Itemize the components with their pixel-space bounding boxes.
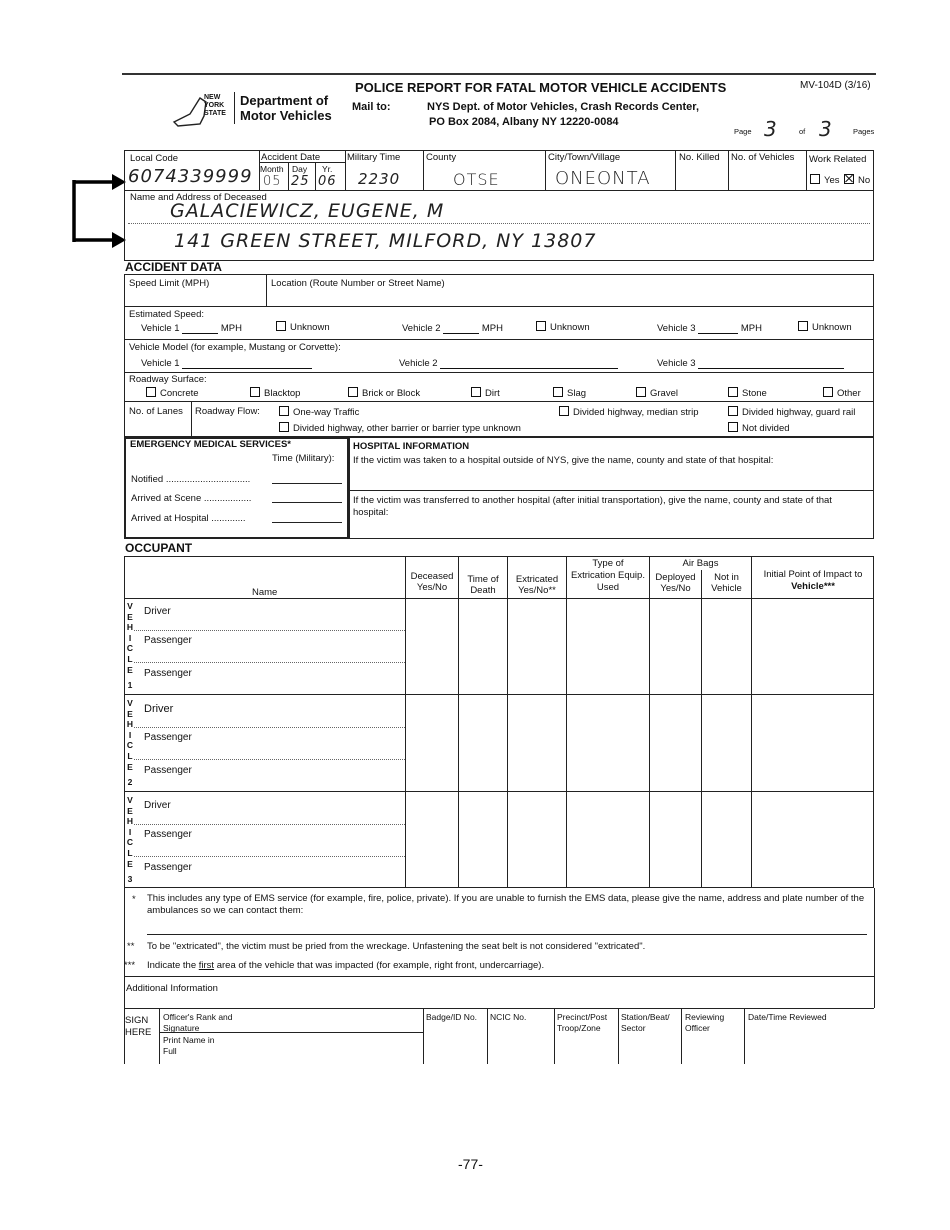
model-vehicle2: Vehicle 2 xyxy=(399,358,618,369)
city-value[interactable]: ONEONTA xyxy=(555,168,651,189)
col-time-death: Time of Death xyxy=(467,574,499,596)
station-label: Station/Beat/ Sector xyxy=(621,1012,670,1033)
surface-gravel[interactable]: Gravel xyxy=(636,387,678,399)
form-number: MV-104D (3/16) xyxy=(800,80,871,91)
precinct-label: Precinct/Post Troop/Zone xyxy=(557,1012,608,1033)
page-value: 3 xyxy=(764,117,778,141)
page-label: Page xyxy=(734,127,752,136)
flow-divided-guard[interactable]: Divided highway, guard rail xyxy=(728,406,855,418)
est-speed-vehicle3: Vehicle 3 MPH xyxy=(657,323,762,334)
accident-date-label: Accident Date xyxy=(261,152,321,163)
hospital-text2: If the victim was transferred to another hospital (after initial transportation), give the name, county and state of that hospital: xyxy=(353,495,832,518)
work-related-label: Work Related xyxy=(809,154,867,165)
footnote2-star: ** xyxy=(127,941,135,952)
ems-arrived-hospital: Arrived at Hospital ............. xyxy=(131,513,246,524)
of-label: of xyxy=(799,127,806,136)
surface-concrete[interactable]: Concrete xyxy=(146,387,199,399)
vehicle-letter: 1 xyxy=(127,680,133,691)
col-impact: Initial Point of Impact to Vehicle*** xyxy=(763,569,863,592)
ems-time-label: Time (Military): xyxy=(272,453,335,464)
passenger-label-vehicle-2: Passenger xyxy=(144,765,192,776)
ems-notified: Notified ................................ xyxy=(131,474,251,485)
logo-new: NEW xyxy=(204,94,221,101)
logo-state: STATE xyxy=(204,110,226,117)
passenger-label-vehicle-3: Passenger xyxy=(144,829,192,840)
hospital-title: HOSPITAL INFORMATION xyxy=(353,441,470,452)
vehicle-letter: E xyxy=(127,858,133,869)
surface-slag[interactable]: Slag xyxy=(553,387,586,399)
occupant-title: OCCUPANT xyxy=(125,541,193,555)
passenger-label-vehicle-3: Passenger xyxy=(144,862,192,873)
local-code-value[interactable]: 6074339999 xyxy=(128,166,253,187)
county-value[interactable]: OTSE xyxy=(453,170,500,189)
col-name: Name xyxy=(252,587,278,598)
col-deployed: Deployed Yes/No xyxy=(655,572,696,594)
vehicle-letter: E xyxy=(127,761,133,772)
yr-value[interactable]: 06 xyxy=(318,174,337,189)
work-related-yes[interactable]: Yes xyxy=(810,174,840,186)
print-name-label: Print Name in Full xyxy=(163,1035,215,1056)
model-vehicle1: Vehicle 1 xyxy=(141,358,312,369)
flow-divided-median[interactable]: Divided highway, median strip xyxy=(559,406,699,418)
vehicle-letter: H xyxy=(126,622,134,633)
no-of-lanes-label: No. of Lanes xyxy=(129,406,183,417)
city-label: City/Town/Village xyxy=(548,152,621,163)
surface-other[interactable]: Other xyxy=(823,387,861,399)
roadway-surface-label: Roadway Surface: xyxy=(129,374,207,385)
vehicle-letter: C xyxy=(126,837,134,848)
vehicle-letter: H xyxy=(126,719,134,730)
additional-info-label: Additional Information xyxy=(126,983,218,994)
driver-label-vehicle-1: Driver xyxy=(144,606,171,617)
location-label: Location (Route Number or Street Name) xyxy=(271,278,445,289)
vehicle-letter: L xyxy=(127,751,133,761)
date-reviewed-label: Date/Time Reviewed xyxy=(748,1012,827,1022)
vehicle-letter: V xyxy=(127,601,133,611)
deceased-name[interactable]: GALACIEWICZ, EUGENE, M xyxy=(170,200,445,222)
yr-label: Yr. xyxy=(322,164,333,174)
ncic-label: NCIC No. xyxy=(490,1012,527,1022)
footnote1-line[interactable] xyxy=(147,934,867,935)
flow-divided-other[interactable]: Divided highway, other barrier or barrier type unknown xyxy=(279,422,521,434)
vehicle-letter: H xyxy=(126,816,134,827)
surface-brick[interactable]: Brick or Block xyxy=(348,387,420,399)
name-address-label: Name and Address of Deceased xyxy=(130,192,267,203)
vehicle-letter: V xyxy=(127,795,133,805)
mail-line2: PO Box 2084, Albany NY 12220-0084 xyxy=(429,116,619,128)
logo-york: YORK xyxy=(204,102,225,109)
flow-not-divided[interactable]: Not divided xyxy=(728,422,790,434)
est-speed-vehicle2: Vehicle 2 MPH xyxy=(402,323,503,334)
driver-label-vehicle-3: Driver xyxy=(144,800,171,811)
est-speed-v3-unknown[interactable]: Unknown xyxy=(798,321,852,333)
ems-title: EMERGENCY MEDICAL SERVICES* xyxy=(130,439,292,450)
no-vehicles-label: No. of Vehicles xyxy=(731,152,795,163)
footnote1-star: * xyxy=(132,894,136,905)
col-extrication-type: Type of Extrication Equip. Used xyxy=(571,558,645,593)
vehicle-letter: 3 xyxy=(127,874,133,885)
model-vehicle3: Vehicle 3 xyxy=(657,358,844,369)
surface-dirt[interactable]: Dirt xyxy=(471,387,500,399)
col-deceased: Deceased Yes/No xyxy=(410,571,454,593)
month-value[interactable]: 05 xyxy=(263,174,282,189)
occupant-table xyxy=(124,556,874,888)
badge-label: Badge/ID No. xyxy=(426,1012,478,1022)
footnote3-star: *** xyxy=(124,960,136,971)
local-code-label: Local Code xyxy=(130,153,179,164)
sign-here-label: SIGN HERE xyxy=(125,1015,152,1038)
footnote2: To be "extricated", the victim must be pried from the wreckage. Unfastening the seat belt is not considered "extricated". xyxy=(147,941,646,952)
county-label: County xyxy=(426,152,457,163)
mail-line1: NYS Dept. of Motor Vehicles, Crash Records Center, xyxy=(427,101,700,113)
day-value[interactable]: 25 xyxy=(291,174,310,189)
vehicle-letter: I xyxy=(128,632,132,643)
vehicle-letter: I xyxy=(128,729,132,740)
no-killed-label: No. Killed xyxy=(679,152,720,163)
reviewing-label: Reviewing Officer xyxy=(685,1012,725,1033)
col-airbags: Air Bags xyxy=(682,558,719,569)
ems-notified-line[interactable] xyxy=(272,483,342,484)
speed-limit-label: Speed Limit (MPH) xyxy=(129,278,210,289)
mv104d-form xyxy=(122,70,876,1070)
pages-label: Pages xyxy=(853,127,875,136)
vehicle-letter: C xyxy=(126,643,134,654)
vehicle-letter: L xyxy=(127,848,133,858)
officer-rank-label: Officer's Rank and Signature xyxy=(163,1012,233,1033)
vehicle-letter: V xyxy=(127,698,133,708)
surface-blacktop[interactable]: Blacktop xyxy=(250,387,300,399)
day-label: Day xyxy=(292,164,308,174)
dept-line2: Motor Vehicles xyxy=(240,108,332,123)
passenger-label-vehicle-1: Passenger xyxy=(144,635,192,646)
month-label: Month xyxy=(260,164,284,174)
mail-label: Mail to: xyxy=(352,101,391,113)
dept-line1: Department of xyxy=(240,93,329,108)
est-speed-vehicle1: Vehicle 1 MPH xyxy=(141,323,242,334)
driver-label-vehicle-2: Driver xyxy=(144,703,174,715)
page-number: -77- xyxy=(458,1156,483,1172)
passenger-label-vehicle-1: Passenger xyxy=(144,668,192,679)
work-no-checkbox[interactable] xyxy=(844,174,854,184)
footnote3: Indicate the first area of the vehicle that was impacted (for example, right front, undercarriage). xyxy=(147,960,545,971)
est-speed-v2-unknown[interactable]: Unknown xyxy=(536,321,590,333)
work-related-no[interactable]: No xyxy=(844,174,870,186)
annotation-bracket-arrows xyxy=(70,170,128,250)
accident-data-title: ACCIDENT DATA xyxy=(125,260,222,274)
ems-arrived-scene: Arrived at Scene .................. xyxy=(131,493,252,504)
military-time-label: Military Time xyxy=(347,152,401,163)
vehicle-letter: E xyxy=(127,708,133,719)
surface-stone[interactable]: Stone xyxy=(728,387,767,399)
hospital-text1: If the victim was taken to a hospital outside of NYS, give the name, county and state of that hospital: xyxy=(353,455,774,466)
est-speed-label: Estimated Speed: xyxy=(129,309,204,320)
passenger-label-vehicle-2: Passenger xyxy=(144,732,192,743)
footnote1: This includes any type of EMS service (for example, fire, police, private). If you are unable to furnish the EMS data, please give the name, address and plate number of the ambulances so we can contact them: xyxy=(147,893,865,916)
flow-oneway[interactable]: One-way Traffic xyxy=(279,406,359,418)
vehicle-letter: I xyxy=(128,826,132,837)
military-time-value[interactable]: 2230 xyxy=(358,170,401,188)
form-title: POLICE REPORT FOR FATAL MOTOR VEHICLE ACCIDENTS xyxy=(355,80,727,95)
vehicle-letter: C xyxy=(126,740,134,751)
hospital-box xyxy=(349,437,874,539)
roadway-flow-label: Roadway Flow: xyxy=(195,406,260,417)
work-yes-checkbox[interactable] xyxy=(810,174,820,184)
vehicle-letter: E xyxy=(127,664,133,675)
vehicle-letter: 2 xyxy=(127,777,133,788)
pages-value: 3 xyxy=(819,117,833,141)
col-not-in-vehicle: Not in Vehicle xyxy=(711,572,742,594)
vehicle-letter: L xyxy=(127,654,133,664)
vehicle-letter: E xyxy=(127,611,133,622)
deceased-address[interactable]: 141 GREEN STREET, MILFORD, NY 13807 xyxy=(174,230,597,252)
vehicle-letter: E xyxy=(127,805,133,816)
vehicle-model-label: Vehicle Model (for example, Mustang or Corvette): xyxy=(129,342,341,353)
est-speed-v1-unknown[interactable]: Unknown xyxy=(276,321,330,333)
ems-hospital-line[interactable] xyxy=(272,522,342,523)
col-extricated: Extricated Yes/No** xyxy=(515,574,559,596)
ems-scene-line[interactable] xyxy=(272,502,342,503)
